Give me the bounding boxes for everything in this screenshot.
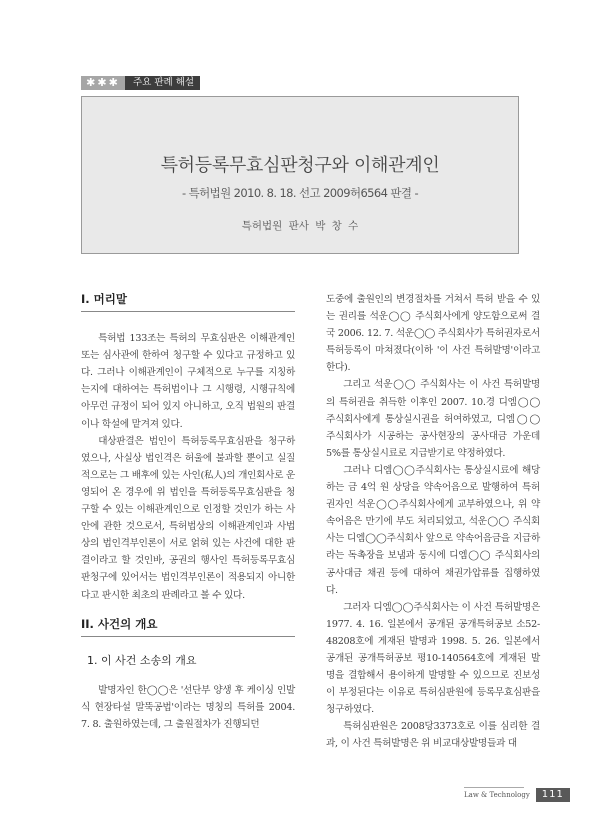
heading-introduction: I. 머리말 <box>81 291 295 312</box>
section-tag <box>81 76 200 90</box>
article-title: 특허등록무효심판청구와 이해관계인 <box>160 155 440 176</box>
title-box <box>81 96 519 254</box>
paragraph: 그러나 디엠◯◯주식회사는 통상실시료에 해당하는 금 4억 원 상당을 약속어음으로 발행하여 특허권자인 석운◯◯주식회사에게 교부하였으나, 위 약속어음은 만기에 부도 처리되었고, 석운◯◯ 주식회사는 디엠◯◯주식회사 앞으로 약속어음금을 지급하라는 독촉장을 보냄과 동시에 디엠◯◯ 주식회사의 공사대금 채권 등에 대하여 채권가압류를 집행하였다. <box>326 464 540 596</box>
paragraph: 그러자 디엠◯◯주식회사는 이 사건 특허발명은 1977. 4. 16. 일본에서 공개된 공개특허공보 소52-48208호에 게재된 발명과 1998. 5. 26. 일본에서 공개된 공개특허공보 평10-140564호에 게재된 발명을 결합해서 용이하게 발명할 수 있으므로 진보성이 부정된다는 이유로 특허심판원에 등록무효심판을 청구하였다. <box>326 601 540 716</box>
section-label: 주요 판례 해설 <box>125 76 200 90</box>
paragraph: 발명자인 한◯◯은 '선단부 양생 후 케이싱 인발식 현장타설 말뚝공법'이라는 명칭의 특허를 2004. 7. 8. 출원하였는데, 그 출원절차가 진행되던 <box>81 684 295 730</box>
journal-name: Law & Technology <box>464 791 530 799</box>
article-subtitle: - 특허법원 2010. 8. 18. 선고 2009허6564 판결 - <box>181 186 419 200</box>
footer <box>464 788 570 802</box>
paragraph: 특허심판원은 2008당3373호로 이를 심리한 결과, 이 사건 특허발명은 위 비교대상발명들과 대 <box>326 721 540 750</box>
subheading-litigation-overview: 1. 이 사건 소송의 개요 <box>87 653 197 667</box>
page-number: 111 <box>536 788 570 802</box>
paragraph: 대상판결은 법인이 특허등록무효심판을 청구하였으나, 사실상 법인격은 허울에 불과할 뿐이고 실질적으로는 그 배후에 있는 사인(私人)의 개인회사로 운영되어 온 경우에 위 법인을 특허등록무효심판을 청구할 수 있는 이해관계인으로 인정할 것인가 하는 사안에 관한 것으로서, 특허법상의 이해관계인과 사법상의 법인격부인론이 서로 얽혀 있는 사건에 대한 판결이라고 할 것인바, 공권의 행사인 특허등록무효심판청구에 있어서는 법인격부인론이 적용되지 아니한다고 판시한 최초의 판례라고 볼 수 있다. <box>81 435 295 601</box>
paragraph: 도중에 출원인의 변경절차를 거쳐서 특허 받을 수 있는 권리를 석운◯◯ 주식회사에게 양도함으로써 결국 2006. 12. 7. 석운◯◯ 주식회사가 특허권자로서 특허등록이 마쳐졌다(이하 '이 사건 특허발명'이라고 한다). <box>326 294 540 374</box>
paragraph: 특허법 133조는 특허의 무효심판은 이해관계인 또는 심사관에 한하여 청구할 수 있다고 규정하고 있다. 그러나 이해관계인이 구체적으로 누구를 지칭하는지에 대하여는 특허법이나 그 시행령, 시행규칙에 아무런 규정이 되어 있지 아니하고, 오직 법원의 판결이나 학설에 맡겨져 있다. <box>81 333 295 430</box>
article-author: 특허법원 판사 박 창 수 <box>241 220 359 232</box>
heading-case-overview: II. 사건의 개요 <box>81 616 295 637</box>
right-column <box>326 291 540 753</box>
stars-icon: ✱✱✱ <box>81 76 125 90</box>
paragraph: 그리고 석운◯◯ 주식회사는 이 사건 특허발명의 특허권을 취득한 이후인 2007. 10.경 디엠◯◯ 주식회사에게 통상실시권을 허여하였고, 디엠◯◯ 주식회사가 시공하는 공사현장의 공사대금 가운데 5%를 통상실시료로 지급받기로 약정하였다. <box>326 379 540 459</box>
left-column <box>81 291 295 733</box>
